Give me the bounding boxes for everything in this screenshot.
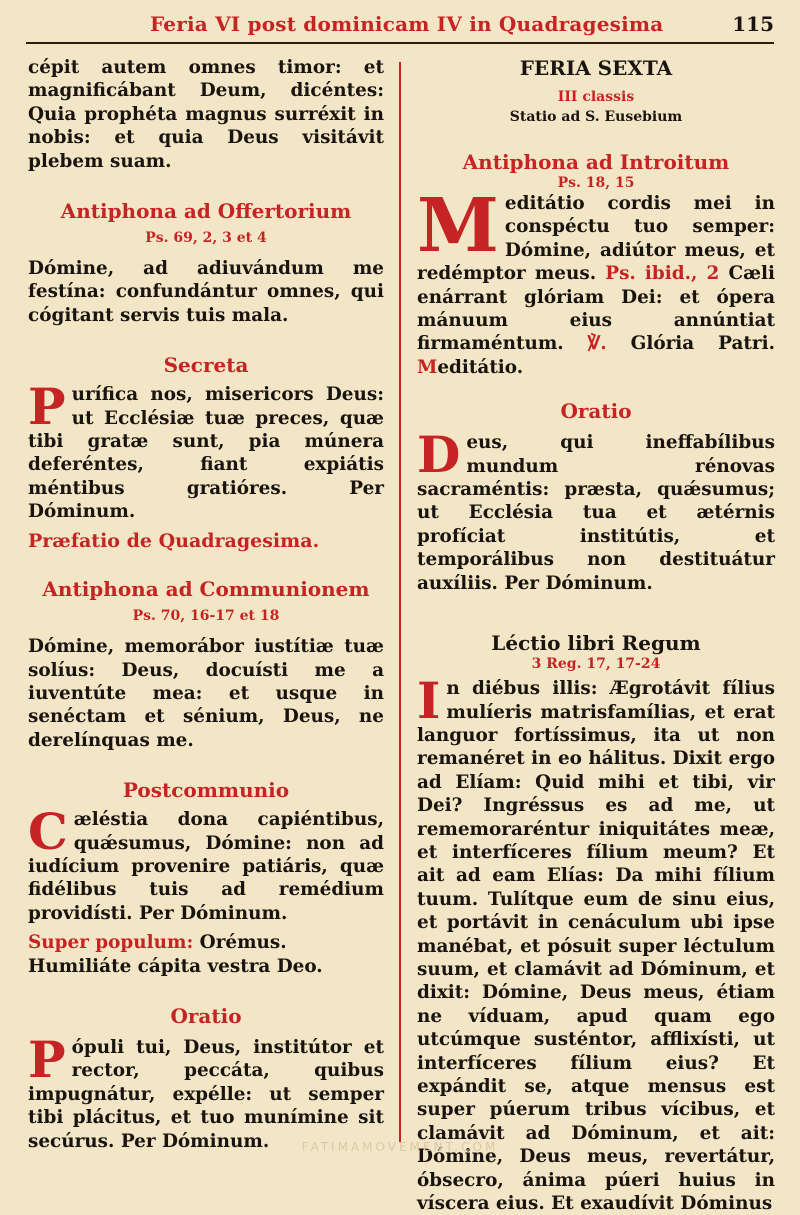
introit-heading: Antiphona ad Introitum [462,150,730,174]
introit-repeat-initial: M [417,356,438,378]
lesson-body: n diébus illis: Ægrotávit fílius mulíeris matrisfamílias, et erat languor fortíssimus, ita ut non remanéret in eo hálitus. Dixit ergo ad Elíam: Quid mihi et tibi, vir Dei? Ingréssus es ad me, ut rememoraréntur iniquitátes meæ, et interfíceres fílium meum? Et ait ad eam Elías: Da mihi fílium tuum. Tulítque eum de sinu eius, et portávit in cenáculum ubi ipse manébat, et pósuit super léctulum suum, et clamávit ad Dóminum, et dixit: Dómine, Deus meus, étiam ne víduam, apud quam ego utcúmque susténtor, afflixísti, ut interfíceres fílium eius? Et expándit se, atque mensus est super púerum tribus vícibus, et clamávit ad Dóminum, et ait: Dómine, Deus meus, revertátur, óbsecro, ánima púeri huius in víscera eius. Et exaudívit Dóminus [417,678,775,1215]
station: Statio ad S. Eusebium [509,109,683,125]
preface-rubric: Præfatio de Quadragesima. [28,529,320,552]
feria-title: FERIA SEXTA [519,56,673,80]
oratio-text-left [28,1029,384,1153]
communion-heading: Antiphona ad Communionem [42,577,370,602]
right-column [417,56,775,1215]
secret-body: urífica nos, misericors Deus: ut Ecclésiæ tuæ preces, quæ tibi gratæ sunt, pia múnera deferéntes, fiant expiátis méntibus gratióres. Per Dóminum. [28,384,384,523]
communion-ref: Ps. 70, 16-17 et 18 [132,608,280,625]
offertory-ref: Ps. 69, 2, 3 et 4 [145,230,267,247]
page-number: 115 [732,12,774,36]
lesson-ref: 3 Reg. 17, 17-24 [531,656,661,673]
lesson-text [417,671,775,1215]
header-rule [26,42,774,44]
introit-ref: Ps. 18, 15 [557,175,635,191]
introit-body-b: Cæli enárrant glóriam Dei: et ópera mánuum eius annúntiat firmaméntum. [417,263,775,355]
oratio-heading-left: Oratio [170,1003,242,1028]
super-populum-text: Orémus. Humiliáte cápita vestra Deo. [28,932,323,977]
oratio-left-initial: P [28,1029,66,1089]
postcommunion-initial: C [28,802,68,862]
oratio-heading-right: Oratio [560,399,632,424]
offertory-text: Dómine, ad adiuvándum me festína: confundántur omnes, qui cógitant servis tuis mala. [28,258,384,326]
introit-body-a: editátio cordis mei in conspéctu tuo semper: Dómine, adiútor meus, et redémptor meus. [417,193,775,285]
oratio-right-body: eus, qui ineffabílibus mundum rénovas sacraméntis: præsta, quǽsumus; ut Ecclésia tua et ætérnis profíciat institútis, et temporálibus non destituátur auxíliis. Per Dóminum. [417,432,775,594]
super-populum [28,931,384,978]
column-divider [399,62,401,1142]
versicle-icon: ℣. [587,333,607,355]
introit-initial: M [417,183,499,269]
secret-initial: P [28,377,66,437]
oratio-right-initial: D [417,425,461,485]
secret-text [28,377,384,523]
lesson-heading: Léctio libri Regum [491,631,701,656]
postcommunion-heading: Postcommunio [122,778,290,803]
introit-repeat-rest: editátio. [437,356,524,378]
secret-heading: Secreta [163,353,249,378]
watermark: FATIMAMOVEMENT.COM [301,1140,499,1154]
left-column [28,56,384,1153]
postcommunion-text [28,802,384,925]
lesson-initial: I [417,671,441,731]
page-header [0,0,800,44]
gospel-ending: cépit autem omnes timor: et magnificábant Deum, dicéntes: Quia prophéta magnus surréxit in nobis: et quia Deus visitávit plebem suam. [28,57,384,172]
introit-psalm-ref: Ps. ibid., 2 [605,263,720,285]
gloria-patri: Glória Patri. [606,333,775,355]
oratio-left-body: ópuli tui, Deus, institútor et rector, peccáta, quibus impugnátur, expélle: ut semper tibi plácitus, et tuo munímine sit secúrus. Per Dóminum. [28,1036,384,1152]
super-populum-label: Super populum: [28,932,194,954]
postcommunion-body: æléstia dona capiéntibus, quǽsumus, Dómine: non ad iudícium provenire patiáris, quæ fidélibus tuis ad remédium providísti. Per Dóminum. [28,809,384,924]
communion-text: Dómine, memorábor iustítiæ tuæ solíus: Deus, docuísti me a iuventúte mea: et usque in senéctam et sénium, Deus, ne derelínquas me. [28,636,384,751]
offertory-heading: Antiphona ad Offertorium [60,199,352,224]
oratio-text-right [417,425,775,595]
page-title: Feria VI post dominicam IV in Quadragesima [150,12,664,36]
liturgical-class: III classis [557,89,635,105]
